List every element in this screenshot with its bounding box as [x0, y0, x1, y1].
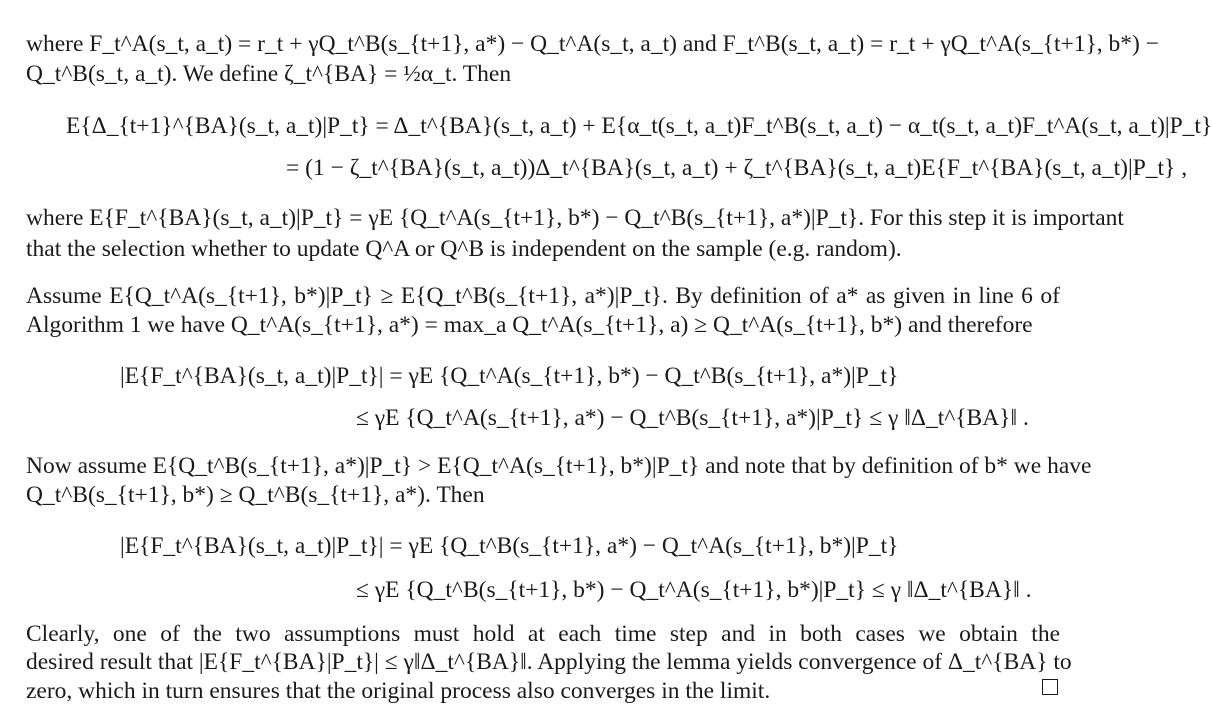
text-line: Clearly, one of the two assumptions must hold at each time step and in both cases we obtain the	[26, 621, 1060, 647]
text-line: Assume E{Q_t^A(s_{t+1}, b*)|P_t} ≥ E{Q_t^B(s_{t+1}, a*)|P_t}. By definition of a* as given in line 6 of	[26, 283, 1060, 309]
text-line: where F_t^A(s_t, a_t) = r_t + γQ_t^B(s_{t+1}, a*) − Q_t^A(s_t, a_t) and F_t^B(s_t, a_t) = r_t + γQ_t^A(s_{t+1}, b*) −	[26, 31, 1159, 57]
text-line: Algorithm 1 we have Q_t^A(s_{t+1}, a*) = max_a Q_t^A(s_{t+1}, a) ≥ Q_t^A(s_{t+1}, b*) and therefore	[26, 312, 1033, 338]
equation-line: ≤ γE {Q_t^A(s_{t+1}, a*) − Q_t^B(s_{t+1}, a*)|P_t} ≤ γ ‖Δ_t^{BA}‖ .	[356, 405, 1029, 431]
text-line: that the selection whether to update Q^A or Q^B is independent on the sample (e.g. random).	[26, 236, 902, 262]
text-line: Now assume E{Q_t^B(s_{t+1}, a*)|P_t} > E{Q_t^A(s_{t+1}, b*)|P_t} and note that by definition of b* we have	[26, 453, 1092, 479]
equation-line: |E{F_t^{BA}(s_t, a_t)|P_t}| = γE {Q_t^B(s_{t+1}, a*) − Q_t^A(s_{t+1}, b*)|P_t}	[120, 533, 899, 559]
text-line: where E{F_t^{BA}(s_t, a_t)|P_t} = γE {Q_t^A(s_{t+1}, b*) − Q_t^B(s_{t+1}, a*)|P_t}. For this step it is important	[26, 205, 1124, 231]
equation-line: |E{F_t^{BA}(s_t, a_t)|P_t}| = γE {Q_t^A(s_{t+1}, b*) − Q_t^B(s_{t+1}, a*)|P_t}	[120, 363, 899, 389]
equation-line: = (1 − ζ_t^{BA}(s_t, a_t))Δ_t^{BA}(s_t, a_t) + ζ_t^{BA}(s_t, a_t)E{F_t^{BA}(s_t, a_t)|P_t} ,	[286, 155, 1188, 181]
text-line: desired result that |E{F_t^{BA}|P_t}| ≤ γ‖Δ_t^{BA}‖. Applying the lemma yields convergence of Δ_t^{BA} to	[26, 649, 1072, 675]
equation-line: E{Δ_{t+1}^{BA}(s_t, a_t)|P_t} = Δ_t^{BA}(s_t, a_t) + E{α_t(s_t, a_t)F_t^B(s_t, a_t) − α_t(s_t, a_t)F_t^A(s_t, a_t)|P_t}	[66, 113, 1212, 139]
text-line: zero, which in turn ensures that the original process also converges in the limit.	[26, 678, 771, 704]
text-line: Q_t^B(s_t, a_t). We define ζ_t^{BA} = ½α_t. Then	[26, 61, 512, 87]
text-line: Q_t^B(s_{t+1}, b*) ≥ Q_t^B(s_{t+1}, a*). Then	[26, 482, 485, 508]
qed-square-icon	[1042, 679, 1058, 695]
equation-line: ≤ γE {Q_t^B(s_{t+1}, b*) − Q_t^A(s_{t+1}, b*)|P_t} ≤ γ ‖Δ_t^{BA}‖ .	[356, 577, 1032, 603]
